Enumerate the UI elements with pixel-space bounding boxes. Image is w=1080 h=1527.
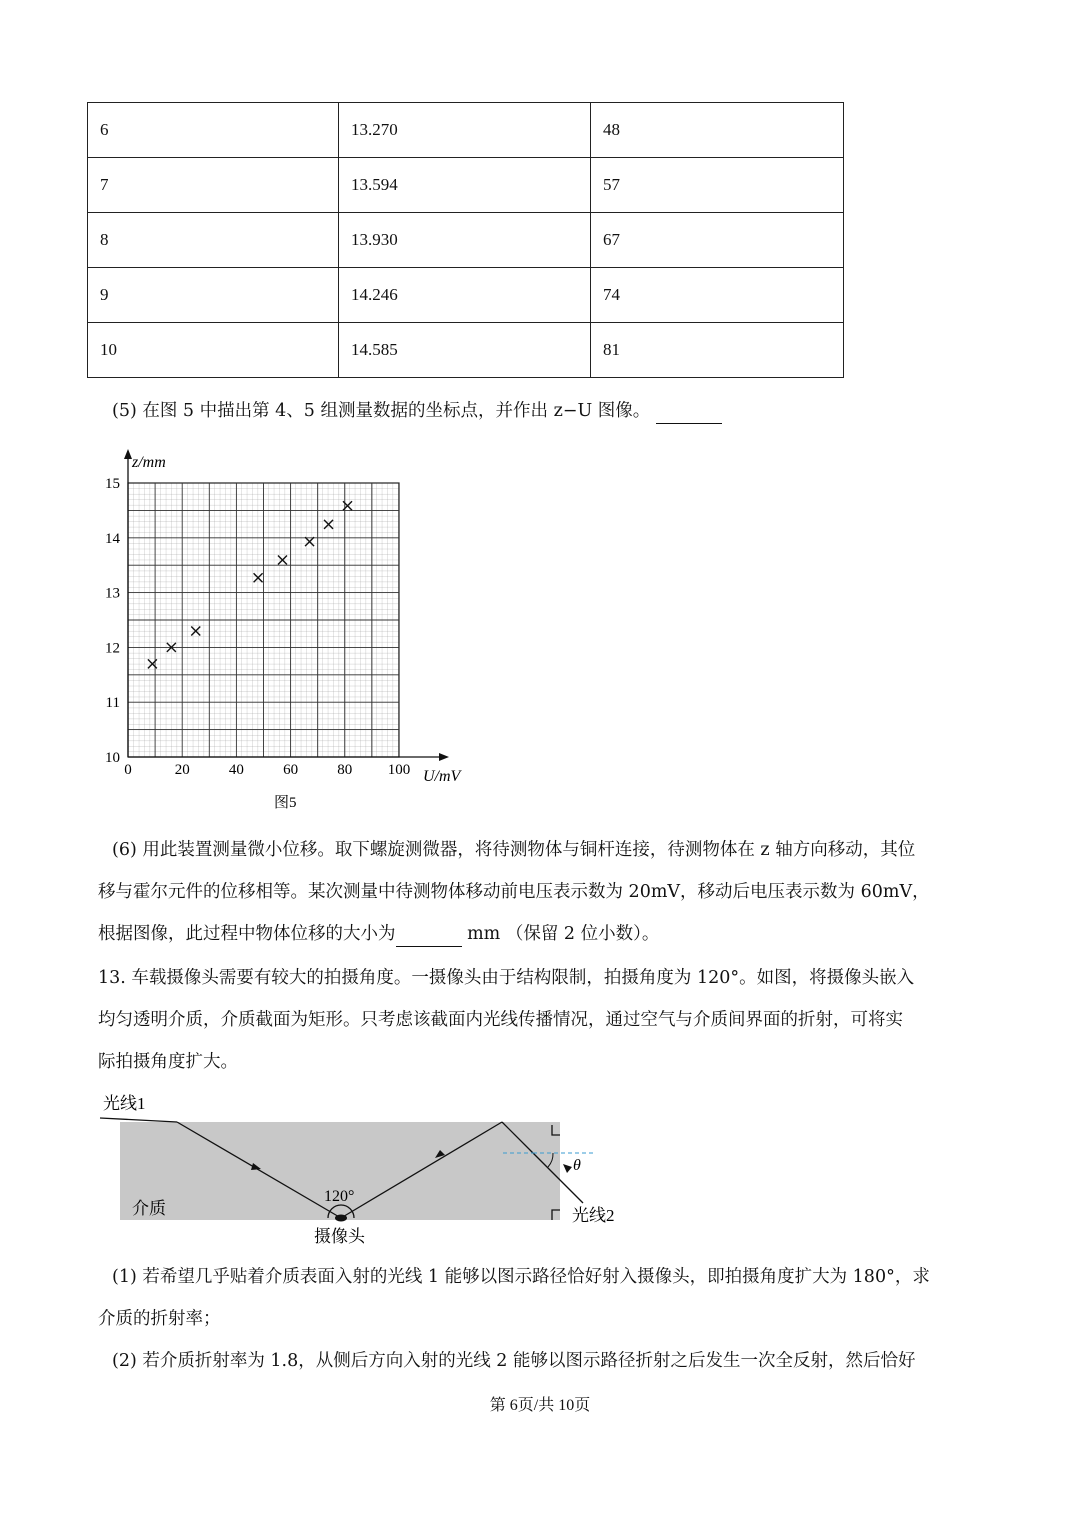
medium-label: 介质: [132, 1199, 166, 1218]
table-cell: 14.246: [339, 268, 591, 323]
x-tick-label: 40: [228, 762, 244, 778]
table-cell: 74: [591, 268, 844, 323]
table-cell: 8: [88, 213, 339, 268]
question-5: [112, 399, 722, 424]
ray-1-label: 光线1: [103, 1094, 146, 1113]
table-row: [88, 213, 844, 268]
answer-blank-6: [396, 922, 462, 947]
x-axis-label: U/mV: [423, 768, 461, 785]
page-footer: 第 6页/共 10页: [489, 1397, 591, 1414]
question-5-text: (5) 在图 5 中描出第 4、5 组测量数据的坐标点，并作出 z−U 图像。: [112, 401, 651, 421]
question-13-1-line1: (1) 若希望几乎贴着介质表面入射的光线 1 能够以图示路径恰好射入摄像头，即拍摄角度扩大为 180°，求: [112, 1267, 930, 1287]
data-table: [87, 102, 844, 378]
question-13-line2: 均匀透明介质，介质截面为矩形。只考虑该截面内光线传播情况，通过空气与介质间界面的折射，可将实: [98, 1010, 903, 1030]
question-6-line3: [98, 922, 659, 947]
table-cell: 13.930: [339, 213, 591, 268]
ray-2-label: 光线2: [572, 1206, 615, 1225]
table-row: [88, 103, 844, 158]
question-6-line3-a: 根据图像，此过程中物体位移的大小为: [98, 924, 396, 944]
x-tick-label: 60: [283, 762, 299, 778]
y-tick-label: 12: [105, 640, 120, 657]
table-cell: 81: [591, 323, 844, 378]
table-row: [88, 158, 844, 213]
table-row: [88, 268, 844, 323]
x-tick-label: 0: [124, 762, 132, 778]
answer-blank-5: [656, 399, 722, 424]
table-cell: 48: [591, 103, 844, 158]
table-cell: 14.585: [339, 323, 591, 378]
y-tick-label: 11: [105, 695, 120, 712]
table-cell: 7: [88, 158, 339, 213]
ray-2-incoming-arrow-icon: [563, 1164, 572, 1173]
question-13-2-line1: (2) 若介质折射率为 1.8，从侧后方向入射的光线 2 能够以图示路径折射之后发生一次全反射，然后恰好: [112, 1351, 916, 1371]
y-tick-label: 10: [105, 750, 120, 766]
x-tick-label: 20: [174, 762, 190, 778]
y-axis-label: z/mm: [132, 454, 166, 471]
chart-grid: [128, 483, 399, 757]
question-13-1-line2: 介质的折射率；: [98, 1309, 221, 1329]
table-cell: 13.270: [339, 103, 591, 158]
angle-label: 120°: [324, 1188, 355, 1205]
camera-label: 摄像头: [314, 1227, 365, 1246]
ray-1-incident: [100, 1118, 177, 1122]
x-tick-label: 80: [337, 762, 353, 778]
table-cell: 67: [591, 213, 844, 268]
table-cell: 13.594: [339, 158, 591, 213]
table-cell: 57: [591, 158, 844, 213]
question-6-line2: 移与霍尔元件的位移相等。某次测量中待测物体移动前电压表示数为 20mV，移动后电压表示数为 60mV，: [98, 882, 930, 902]
x-tick-label: 100: [387, 762, 411, 778]
question-13-line3: 际拍摄角度扩大。: [98, 1052, 238, 1072]
camera-medium-figure: [95, 1085, 655, 1250]
y-tick-label: 15: [105, 476, 120, 492]
question-6-line1: (6) 用此装置测量微小位移。取下螺旋测微器，将待测物体与铜杆连接，待测物体在 z 轴方向移动，其位: [112, 840, 916, 860]
table-cell: 9: [88, 268, 339, 323]
y-tick-label: 13: [105, 585, 120, 602]
y-axis-arrow-icon: [124, 449, 132, 459]
x-axis-arrow-icon: [439, 753, 449, 761]
table-row: [88, 323, 844, 378]
table-cell: 6: [88, 103, 339, 158]
y-tick-label: 14: [105, 530, 120, 547]
question-6-line3-b: mm （保留 2 位小数）。: [461, 924, 660, 944]
theta-label: θ: [573, 1157, 581, 1174]
figure-caption: 图5: [274, 795, 297, 811]
camera-icon: [335, 1215, 347, 1222]
question-13-line1: 13. 车载摄像头需要有较大的拍摄角度。一摄像头由于结构限制，拍摄角度为 120°。如图，将摄像头嵌入: [98, 968, 915, 988]
figure-5-chart: [90, 445, 470, 815]
table-cell: 10: [88, 323, 339, 378]
